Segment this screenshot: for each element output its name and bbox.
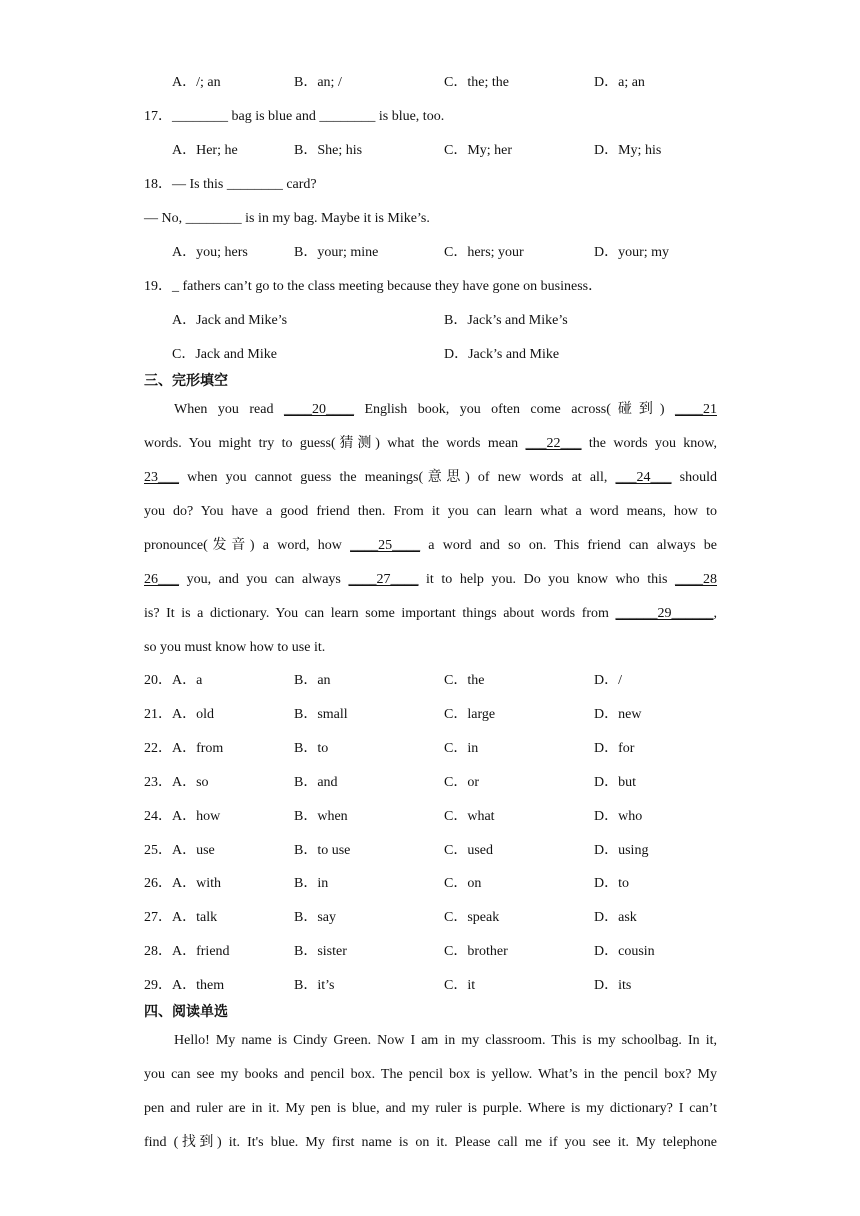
option-a[interactable]: A．talk bbox=[172, 910, 218, 925]
cloze-text: you, and you can always bbox=[179, 572, 349, 587]
blank-20[interactable]: ____20____ bbox=[283, 402, 354, 417]
option-b[interactable]: B．say bbox=[294, 910, 336, 925]
q16-option-a[interactable]: A．/; an bbox=[172, 75, 221, 90]
q18-stem-2: — No, ________ is in my bag. Maybe it is Mike’s. bbox=[144, 211, 430, 226]
q16-option-b[interactable]: B．an; / bbox=[294, 75, 342, 90]
option-a[interactable]: A．so bbox=[172, 775, 209, 790]
option-d[interactable]: D．to bbox=[594, 876, 629, 891]
option-number: 22． bbox=[144, 741, 172, 756]
option-d[interactable]: D．but bbox=[594, 775, 636, 790]
cloze-line-3 bbox=[144, 469, 717, 487]
option-a[interactable]: A．friend bbox=[172, 944, 230, 959]
q18-option-c[interactable]: C．hers; your bbox=[444, 245, 524, 260]
option-c[interactable]: C．used bbox=[444, 843, 493, 858]
option-b[interactable]: B．in bbox=[294, 876, 329, 891]
option-c[interactable]: C．it bbox=[444, 978, 476, 993]
cloze-line-2 bbox=[144, 435, 717, 453]
section-3-heading: 三、完形填空 bbox=[144, 373, 228, 389]
option-b[interactable]: B．small bbox=[294, 707, 348, 722]
blank-25[interactable]: ____25____ bbox=[350, 538, 421, 553]
option-a[interactable]: A．with bbox=[172, 876, 221, 891]
option-number: 28． bbox=[144, 944, 172, 959]
option-c[interactable]: C．or bbox=[444, 775, 479, 790]
q19-option-d[interactable]: D．Jack’s and Mike bbox=[444, 347, 560, 362]
option-a[interactable]: A．them bbox=[172, 978, 225, 993]
option-b[interactable]: B．an bbox=[294, 673, 331, 688]
option-c[interactable]: C．speak bbox=[444, 910, 500, 925]
cloze-text: should bbox=[671, 470, 717, 485]
q17-option-c[interactable]: C．My; her bbox=[444, 143, 513, 158]
q19-option-b[interactable]: B．Jack’s and Mike’s bbox=[444, 313, 568, 328]
option-d[interactable]: D．ask bbox=[594, 910, 637, 925]
cloze-line-1 bbox=[174, 401, 717, 419]
q17-option-b[interactable]: B．She; his bbox=[294, 143, 363, 158]
option-number: 20． bbox=[144, 673, 172, 688]
blank-21[interactable]: ____21 bbox=[674, 402, 717, 417]
cloze-text: when you cannot guess the meanings(意思) of new words at all, bbox=[179, 470, 616, 485]
q16-option-d[interactable]: D．a; an bbox=[594, 75, 645, 90]
cloze-line-6 bbox=[144, 571, 717, 589]
option-a[interactable]: A．how bbox=[172, 809, 221, 824]
option-a[interactable]: A．from bbox=[172, 741, 224, 756]
cloze-line-5 bbox=[144, 537, 717, 555]
option-c[interactable]: C．large bbox=[444, 707, 496, 722]
cloze-text: , bbox=[713, 606, 717, 621]
option-a[interactable]: A．use bbox=[172, 843, 215, 858]
q17-stem: 17．________ bag is blue and ________ is blue, too. bbox=[144, 109, 445, 124]
cloze-line-7 bbox=[144, 605, 717, 623]
option-number: 29． bbox=[144, 978, 172, 993]
option-c[interactable]: C．the bbox=[444, 673, 485, 688]
q18-stem-1: 18．— Is this ________ card? bbox=[144, 177, 317, 192]
q17-option-d[interactable]: D．My; his bbox=[594, 143, 662, 158]
q18-option-a[interactable]: A．you; hers bbox=[172, 245, 248, 260]
option-number: 27． bbox=[144, 910, 172, 925]
q18-option-b[interactable]: B．your; mine bbox=[294, 245, 379, 260]
q19-option-a[interactable]: A．Jack and Mike’s bbox=[172, 313, 288, 328]
q16-option-c[interactable]: C．the; the bbox=[444, 75, 509, 90]
q19-option-c[interactable]: C．Jack and Mike bbox=[172, 347, 277, 362]
option-b[interactable]: B．and bbox=[294, 775, 338, 790]
option-d[interactable]: D．new bbox=[594, 707, 642, 722]
cloze-text: the words you know, bbox=[581, 436, 718, 451]
option-a[interactable]: A．a bbox=[172, 673, 203, 688]
cloze-text: is? It is a dictionary. You can learn some important things about words from bbox=[144, 606, 616, 621]
cloze-text: pronounce(发音) a word, how bbox=[144, 538, 351, 553]
cloze-line-4: you do? You have a good friend then. From it you can learn what a word means, how to bbox=[144, 504, 717, 519]
option-b[interactable]: B．it’s bbox=[294, 978, 335, 993]
blank-22[interactable]: ___22___ bbox=[525, 436, 582, 451]
option-number: 25． bbox=[144, 843, 172, 858]
option-b[interactable]: B．to use bbox=[294, 843, 351, 858]
blank-28[interactable]: ____28 bbox=[675, 572, 717, 587]
reading-line-1: Hello! My name is Cindy Green. Now I am in my classroom. This is my schoolbag. In it, bbox=[174, 1033, 717, 1048]
option-number: 21． bbox=[144, 707, 172, 722]
reading-line-3: pen and ruler are in it. My pen is blue, and my ruler is purple. Where is my dictionary? I can’t bbox=[144, 1101, 717, 1116]
option-d[interactable]: D．cousin bbox=[594, 944, 655, 959]
option-d[interactable]: D．using bbox=[594, 843, 649, 858]
cloze-text: English book, you often come across(碰到) bbox=[353, 402, 675, 417]
q18-option-d[interactable]: D．your; my bbox=[594, 245, 670, 260]
cloze-line-8: so you must know how to use it. bbox=[144, 640, 326, 655]
option-number: 24． bbox=[144, 809, 172, 824]
option-number: 23． bbox=[144, 775, 172, 790]
section-4-heading: 四、阅读单选 bbox=[144, 1004, 228, 1020]
option-b[interactable]: B．when bbox=[294, 809, 348, 824]
option-d[interactable]: D．/ bbox=[594, 673, 622, 688]
option-a[interactable]: A．old bbox=[172, 707, 214, 722]
cloze-text: a word and so on. This friend can always be bbox=[420, 538, 717, 553]
blank-26[interactable]: 26___ bbox=[144, 572, 179, 587]
q17-option-a[interactable]: A．Her; he bbox=[172, 143, 238, 158]
cloze-text: When you read bbox=[174, 402, 284, 417]
option-number: 26． bbox=[144, 876, 172, 891]
blank-29[interactable]: ______29______ bbox=[615, 606, 714, 621]
blank-27[interactable]: ____27____ bbox=[348, 572, 419, 587]
cloze-text: it to help you. Do you know who this bbox=[418, 572, 675, 587]
q19-stem: 19．_ fathers can’t go to the class meeting because they have gone on business． bbox=[144, 279, 603, 294]
option-d[interactable]: D．its bbox=[594, 978, 632, 993]
option-c[interactable]: C．in bbox=[444, 741, 479, 756]
option-b[interactable]: B．sister bbox=[294, 944, 347, 959]
option-c[interactable]: C．what bbox=[444, 809, 495, 824]
option-b[interactable]: B．to bbox=[294, 741, 329, 756]
reading-line-4: find (找到) it. It's blue. My first name is on it. Please call me if you see it. My telephone bbox=[144, 1135, 717, 1150]
option-c[interactable]: C．on bbox=[444, 876, 482, 891]
option-c[interactable]: C．brother bbox=[444, 944, 508, 959]
option-d[interactable]: D．who bbox=[594, 809, 643, 824]
blank-23[interactable]: 23___ bbox=[144, 470, 179, 485]
option-d[interactable]: D．for bbox=[594, 741, 635, 756]
blank-24[interactable]: ___24___ bbox=[615, 470, 672, 485]
reading-line-2: you can see my books and pencil box. The pencil box is yellow. What’s in the pencil box? My bbox=[144, 1067, 717, 1082]
cloze-text: words. You might try to guess(猜测) what the words mean bbox=[144, 436, 526, 451]
